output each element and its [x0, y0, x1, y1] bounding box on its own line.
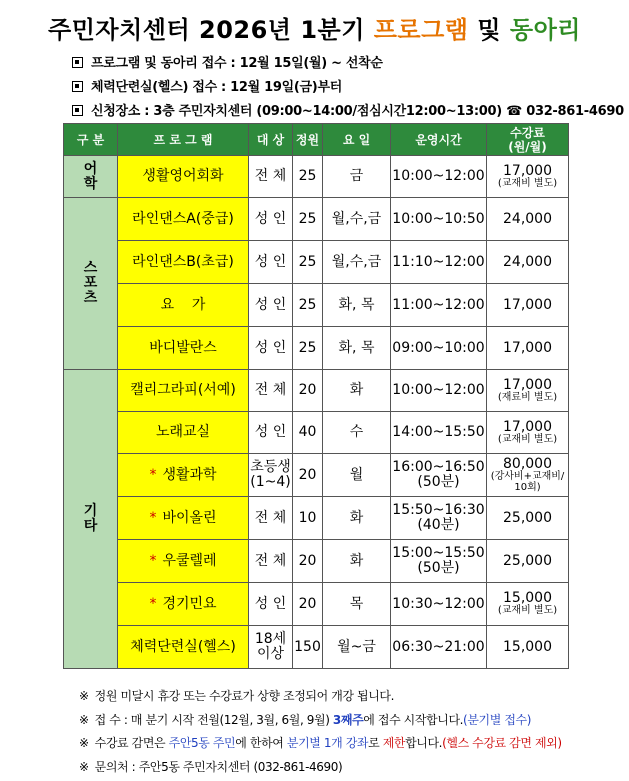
- info-line-gym: [72, 76, 342, 95]
- asterisk-mark: *: [149, 466, 157, 483]
- target-cell: 전 체: [249, 370, 293, 412]
- header-target: 대 상: [249, 124, 293, 156]
- note-text: 문의처 : 주안5동 주민자치센터 (032-861-4690): [94, 759, 343, 774]
- days-cell: 월,수,금: [323, 198, 391, 241]
- table-row: [64, 583, 569, 626]
- header-days: 요 일: [323, 124, 391, 156]
- fee-amount: 17,000: [503, 162, 552, 179]
- note-highlight: 3째주: [332, 712, 364, 727]
- time-cell: 09:00~10:00: [391, 327, 487, 370]
- capacity-cell: 20: [293, 583, 323, 626]
- note-4: [79, 756, 562, 780]
- info-text: 프로그램 및 동아리 접수 : 12월 15일(월) ~ 선착순: [91, 56, 383, 71]
- capacity-cell: 20: [293, 540, 323, 583]
- category-language: 어 학: [64, 156, 118, 198]
- program-cell: [118, 327, 249, 370]
- days-cell: 화: [323, 370, 391, 412]
- capacity-cell: 25: [293, 241, 323, 284]
- days-cell: 화, 목: [323, 284, 391, 327]
- fee-amount: 17,000: [503, 418, 552, 435]
- capacity-cell: 40: [293, 412, 323, 454]
- info-text: 체력단련실(헬스) 접수 : 12월 19일(금)부터: [91, 80, 342, 95]
- target-cell: 성 인: [249, 583, 293, 626]
- target-cell: 성 인: [249, 198, 293, 241]
- fee-cell: [487, 284, 569, 327]
- note-text: 수강료 감면은: [94, 736, 169, 750]
- days-cell: 월,수,금: [323, 241, 391, 284]
- schedule-table: [63, 123, 569, 669]
- fee-cell: [487, 626, 569, 669]
- target-cell: 성 인: [249, 412, 293, 454]
- note-text: 에 한하여: [235, 736, 287, 750]
- fee-cell: [487, 454, 569, 497]
- days-cell: 금: [323, 156, 391, 198]
- program-cell: [118, 156, 249, 198]
- asterisk-mark: *: [149, 595, 157, 612]
- title-program: 프로그램: [373, 16, 469, 44]
- note-1: [79, 685, 562, 709]
- title-club: 동아리: [509, 16, 581, 44]
- header-capacity: 정원: [293, 124, 323, 156]
- asterisk-mark: *: [149, 552, 157, 569]
- fee-amount: 80,000: [503, 455, 552, 472]
- fee-amount: 17,000: [503, 376, 552, 393]
- table-row: [64, 198, 569, 241]
- capacity-cell: 25: [293, 156, 323, 198]
- program-cell: [118, 198, 249, 241]
- program-name: 생활과학: [162, 466, 217, 483]
- fee-cell: [487, 583, 569, 626]
- table-row: [64, 454, 569, 497]
- table-row: [64, 284, 569, 327]
- program-name: 노래교실: [155, 424, 211, 440]
- fee-note: (강사비+교재비/ 10회): [490, 470, 565, 493]
- note-2: [79, 709, 562, 733]
- page-title: [0, 10, 629, 45]
- note-mark: ※: [79, 712, 89, 727]
- note-mark: ※: [79, 689, 89, 703]
- time-cell: 10:30~12:00: [391, 583, 487, 626]
- program-cell: [118, 284, 249, 327]
- target-cell: 초등생 (1~4): [249, 454, 293, 497]
- time-cell: 11:00~12:00: [391, 284, 487, 327]
- target-cell: 성 인: [249, 241, 293, 284]
- fee-cell: [487, 370, 569, 412]
- time-cell: 14:00~15:50: [391, 412, 487, 454]
- fee-note: (재료비 별도): [497, 391, 558, 403]
- program-cell: [118, 540, 249, 583]
- program-name: 캘리그라피(서예): [130, 382, 236, 398]
- capacity-cell: 25: [293, 284, 323, 327]
- fee-amount: 25,000: [503, 552, 552, 569]
- program-name: 라인댄스B(초급): [132, 253, 234, 270]
- days-cell: 화: [323, 497, 391, 540]
- info-line-location: [72, 100, 624, 119]
- fee-cell: [487, 497, 569, 540]
- program-cell: [118, 626, 249, 669]
- table-row: [64, 241, 569, 284]
- info-text: 신청장소 : 3층 주민자치센터 (09:00~14:00/점심시간12:00~13:00) ☎ 032-861-4690: [91, 104, 624, 119]
- fee-amount: 24,000: [503, 253, 552, 270]
- days-cell: 월~금: [323, 626, 391, 669]
- target-cell: 전 체: [249, 497, 293, 540]
- table-row: [64, 370, 569, 412]
- program-cell: [118, 370, 249, 412]
- target-cell: 전 체: [249, 156, 293, 198]
- table-row: [64, 156, 569, 198]
- program-cell: [118, 241, 249, 284]
- header-program: 프 로 그 램: [118, 124, 249, 156]
- days-cell: 월: [323, 454, 391, 497]
- program-name: 우쿨렐레: [162, 552, 217, 569]
- note-text: 로: [368, 736, 383, 750]
- program-cell: [118, 497, 249, 540]
- target-cell: 성 인: [249, 284, 293, 327]
- header-time: 운영시간: [391, 124, 487, 156]
- table-row: [64, 540, 569, 583]
- fee-cell: [487, 327, 569, 370]
- square-bullet-icon: [72, 81, 83, 92]
- fee-cell: [487, 540, 569, 583]
- note-text: 합니다.: [405, 736, 443, 750]
- table-row: [64, 412, 569, 454]
- header-category: 구 분: [64, 124, 118, 156]
- capacity-cell: 20: [293, 454, 323, 497]
- time-cell: 06:30~21:00: [391, 626, 487, 669]
- note-text: 에 접수 시작합니다.: [363, 712, 464, 727]
- time-cell: 10:00~12:00: [391, 156, 487, 198]
- program-name: 라인댄스A(중급): [132, 210, 234, 227]
- days-cell: 수: [323, 412, 391, 454]
- table-row: [64, 327, 569, 370]
- fee-note: (교재비 별도): [497, 433, 558, 445]
- fee-cell: [487, 198, 569, 241]
- fee-amount: 15,000: [503, 638, 552, 655]
- note-mark: ※: [79, 759, 89, 774]
- time-cell: 16:00~16:50 (50분): [391, 454, 487, 497]
- note-3: [79, 732, 562, 756]
- program-name: 바이올린: [162, 509, 217, 526]
- asterisk-mark: *: [149, 509, 157, 526]
- target-cell: 18세 이상: [249, 626, 293, 669]
- note-highlight: 제한: [382, 736, 406, 750]
- note-text: 정원 미달시 휴강 또는 수강료가 상향 조정되어 개강 됩니다.: [94, 689, 394, 703]
- note-highlight: (분기별 접수): [463, 712, 531, 727]
- time-cell: 10:00~12:00: [391, 370, 487, 412]
- square-bullet-icon: [72, 57, 83, 68]
- category-sports: 스 포 츠: [64, 198, 118, 370]
- fee-note: (교재비 별도): [497, 177, 558, 189]
- square-bullet-icon: [72, 105, 83, 116]
- table-row: [64, 497, 569, 540]
- header-fee-unit: (원/월): [508, 139, 547, 154]
- notes: [79, 685, 562, 779]
- note-highlight: 주안5동 주민: [168, 736, 236, 750]
- fee-amount: 17,000: [503, 296, 552, 313]
- fee-amount: 17,000: [503, 339, 552, 356]
- note-highlight: (헬스 수강료 감면 제외): [442, 736, 562, 750]
- program-name: 체력단련실(헬스): [130, 638, 236, 655]
- info-line-registration: [72, 52, 383, 71]
- program-name: 요 가: [160, 296, 206, 313]
- capacity-cell: 10: [293, 497, 323, 540]
- program-cell: [118, 583, 249, 626]
- time-cell: 15:00~15:50 (50분): [391, 540, 487, 583]
- time-cell: 10:00~10:50: [391, 198, 487, 241]
- capacity-cell: 25: [293, 198, 323, 241]
- capacity-cell: 20: [293, 370, 323, 412]
- days-cell: 화, 목: [323, 327, 391, 370]
- title-and: 및: [468, 16, 510, 44]
- table-row: [64, 626, 569, 669]
- fee-amount: 15,000: [503, 590, 552, 606]
- note-mark: ※: [79, 736, 89, 750]
- fee-amount: 25,000: [503, 509, 552, 526]
- note-text: 접 수 : 매 분기 시작 전월(12월, 3월, 6월, 9월): [94, 712, 333, 727]
- fee-note: (교재비 별도): [497, 605, 558, 616]
- table-header-row: [64, 124, 569, 156]
- fee-cell: [487, 156, 569, 198]
- category-etc: 기 타: [64, 370, 118, 669]
- program-cell: [118, 412, 249, 454]
- program-name: 바디발란스: [149, 339, 217, 356]
- target-cell: 성 인: [249, 327, 293, 370]
- program-name: 생활영어회화: [142, 168, 224, 184]
- time-cell: 15:50~16:30 (40분): [391, 497, 487, 540]
- target-cell: 전 체: [249, 540, 293, 583]
- fee-cell: [487, 412, 569, 454]
- time-cell: 11:10~12:00: [391, 241, 487, 284]
- fee-amount: 24,000: [503, 210, 552, 227]
- header-fee-label: 수강료: [510, 125, 545, 140]
- program-name: 경기민요: [162, 595, 217, 612]
- program-cell: [118, 454, 249, 497]
- title-text: 주민자치센터 2026년 1분기: [48, 16, 374, 44]
- capacity-cell: 150: [293, 626, 323, 669]
- fee-cell: [487, 241, 569, 284]
- days-cell: 목: [323, 583, 391, 626]
- header-fee: [487, 124, 569, 156]
- days-cell: 화: [323, 540, 391, 583]
- capacity-cell: 25: [293, 327, 323, 370]
- note-highlight: 분기별 1개 강좌: [286, 736, 369, 750]
